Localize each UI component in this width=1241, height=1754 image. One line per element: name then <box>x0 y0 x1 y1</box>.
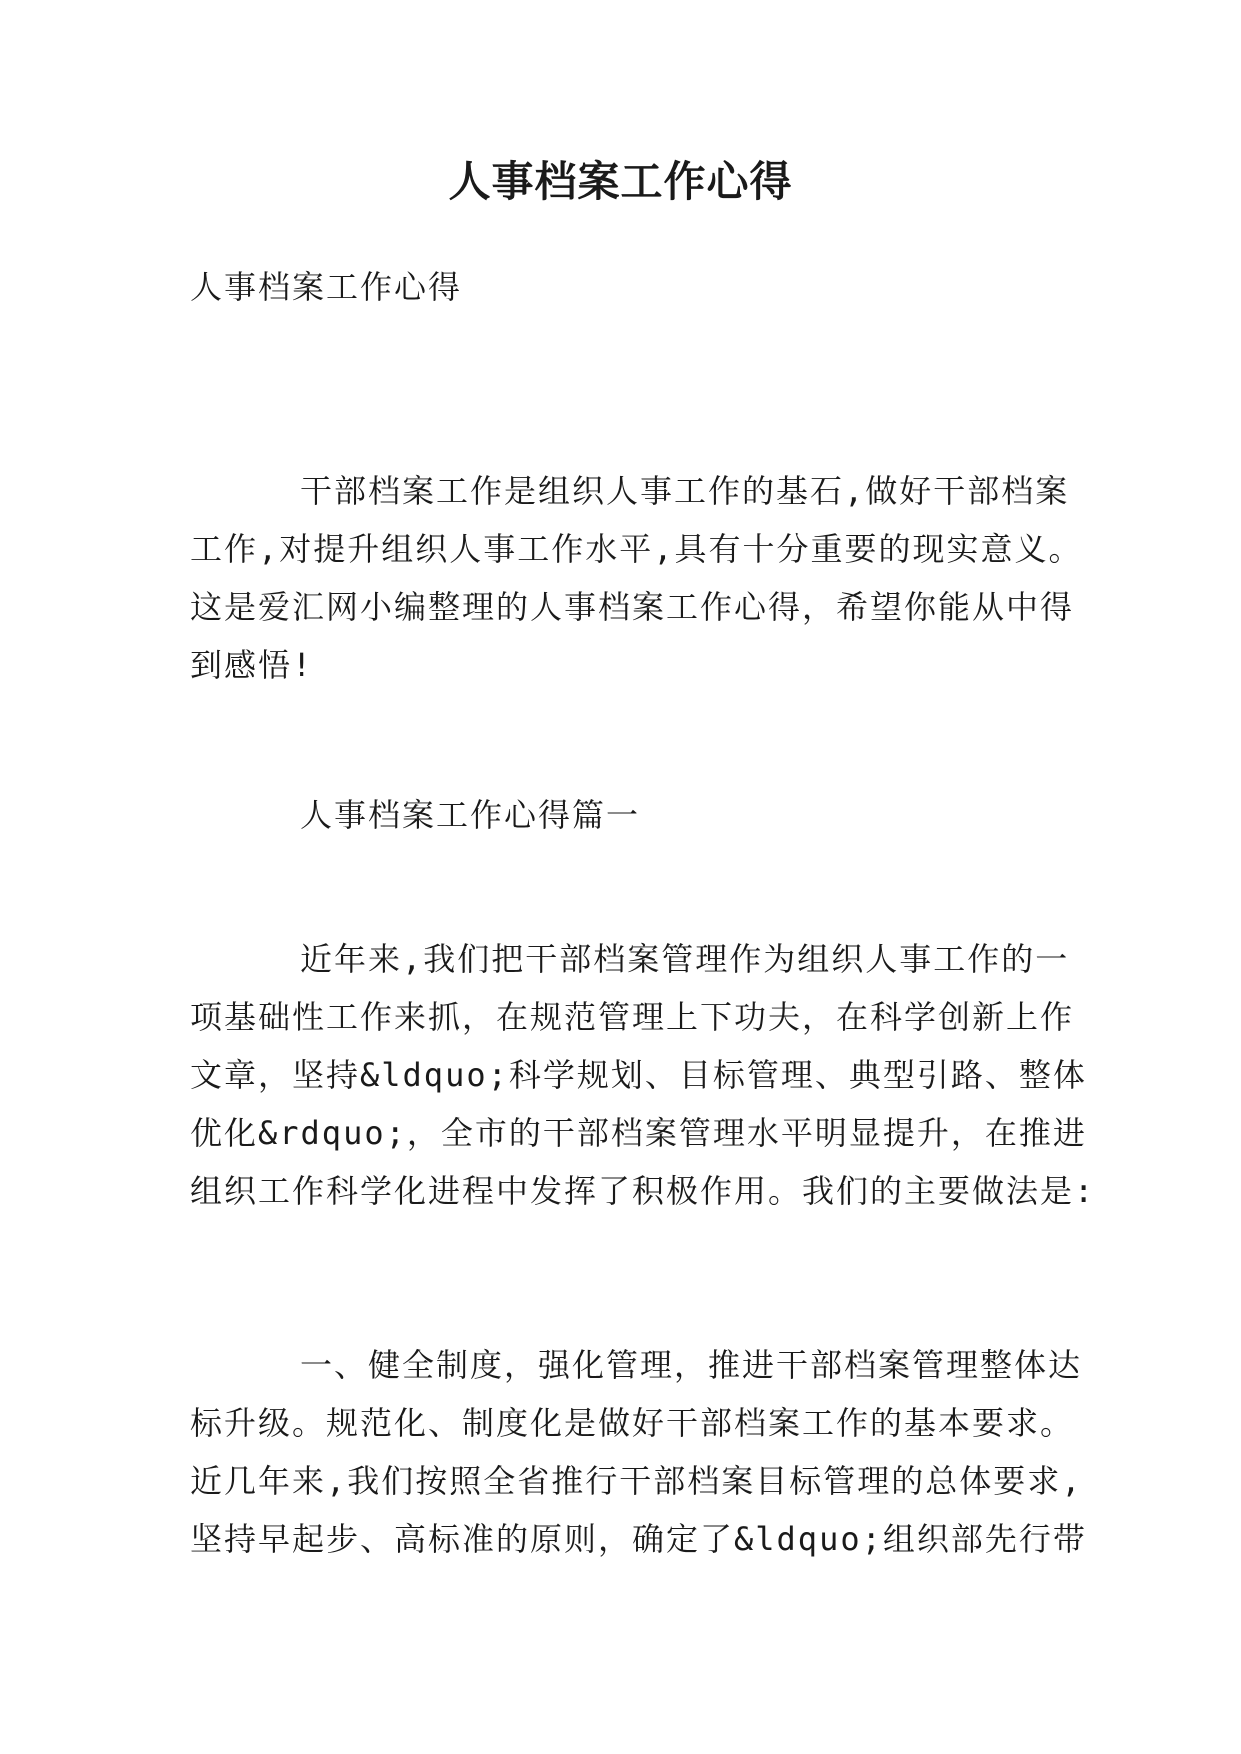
intro-line: 工作,对提升组织人事工作水平,具有十分重要的现实意义。 <box>190 530 1083 568</box>
paragraph-line: 优化&rdquo;，全市的干部档案管理水平明显提升，在推进 <box>190 1114 1087 1152</box>
intro-paragraph <box>190 462 1083 694</box>
paragraph-2 <box>190 1336 1087 1568</box>
intro-line: 干部档案工作是组织人事工作的基石,做好干部档案 <box>300 472 1070 510</box>
intro-line: 这是爱汇网小编整理的人事档案工作心得，希望你能从中得 <box>190 588 1075 626</box>
subtitle-line: 人事档案工作心得 <box>190 268 463 306</box>
document-title: 人事档案工作心得 <box>448 157 793 206</box>
paragraph-1 <box>190 930 1096 1220</box>
paragraph-line: 一、健全制度，强化管理，推进干部档案管理整体达 <box>300 1346 1083 1384</box>
section-heading-line: 人事档案工作心得篇一 <box>300 796 641 834</box>
paragraph-line: 近几年来,我们按照全省推行干部档案目标管理的总体要求, <box>190 1462 1083 1500</box>
paragraph-line: 组织工作科学化进程中发挥了积极作用。我们的主要做法是: <box>190 1172 1096 1210</box>
intro-line: 到感悟! <box>190 646 314 684</box>
document-subtitle <box>190 258 1060 316</box>
paragraph-line: 近年来,我们把干部档案管理作为组织人事工作的一 <box>300 940 1070 978</box>
paragraph-line: 标升级。规范化、制度化是做好干部档案工作的基本要求。 <box>190 1404 1075 1442</box>
paragraph-line: 文章，坚持&ldquo;科学规划、目标管理、典型引路、整体 <box>190 1056 1087 1094</box>
paragraph-line: 项基础性工作来抓，在规范管理上下功夫，在科学创新上作 <box>190 998 1075 1036</box>
section-heading <box>190 786 1060 844</box>
paragraph-line: 坚持早起步、高标准的原则，确定了&ldquo;组织部先行带 <box>190 1520 1087 1558</box>
